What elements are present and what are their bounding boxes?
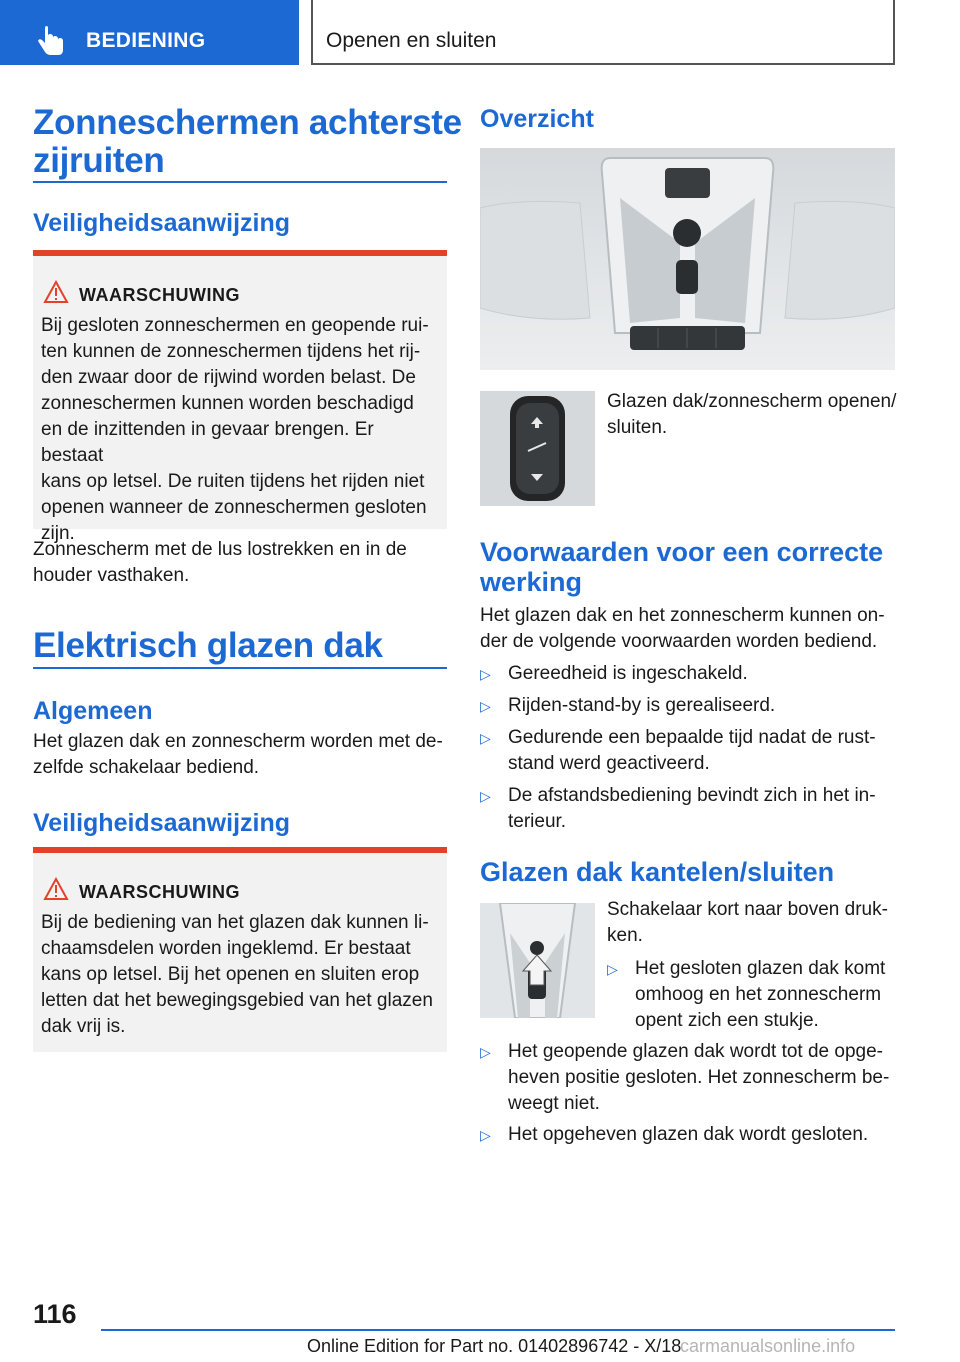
watermark: carmanualsonline.info	[680, 1336, 856, 1356]
section-label: BEDIENING	[86, 29, 206, 52]
chapter-title: Openen en sluiten	[326, 29, 497, 52]
requirements-heading: Voorwaarden voor een correcte werking	[480, 537, 884, 597]
sunblind-instruction: Zonnescherm met de lus lostrekken en in de houder vasthaken.	[33, 539, 407, 586]
safety-heading-2: Veiligheidsaanwijzing	[33, 809, 291, 837]
warning-text: Bij de bediening van het glazen dak kunnen li- chaamsdelen worden ingeklemd. Er bestaat kans op letsel. Bij het openen en sluiten erop letten dat het bewegingsgebied van het glazen dak vrij is.	[41, 912, 433, 1037]
warning-triangle-icon	[43, 877, 69, 901]
header-border-right	[893, 0, 895, 65]
bullet-triangle-icon: ▷	[607, 961, 618, 977]
switch-caption: Glazen dak/zonnescherm openen/ sluiten.	[607, 391, 897, 438]
warning-label: WAARSCHUWING	[79, 882, 240, 902]
roof-console-drawing	[480, 148, 895, 370]
section-title-glass-roof: Elektrisch glazen dak	[33, 626, 383, 665]
roof-switch-drawing	[480, 391, 595, 506]
warning-box-2	[33, 847, 447, 1052]
requirements-intro: Het glazen dak en het zonnescherm kunnen on- der de volgende voorwaarden worden bediend.	[480, 605, 885, 652]
page-number: 116	[33, 1299, 77, 1329]
edition-text: Online Edition for Part no. 01402896742 - X/18	[307, 1336, 682, 1356]
bullet-triangle-icon: ▷	[480, 1127, 491, 1143]
roof-switch-tilt-drawing	[480, 903, 595, 1018]
page-title-line-2: zijruiten	[33, 141, 165, 180]
safety-heading: Veiligheidsaanwijzing	[33, 209, 291, 237]
overview-heading: Overzicht	[480, 105, 594, 133]
footer-rule	[101, 1329, 895, 1331]
section-rule	[33, 667, 447, 669]
header-divider	[311, 0, 313, 65]
bullet-triangle-icon: ▷	[480, 1044, 491, 1060]
tilt-heading: Glazen dak kantelen/sluiten	[480, 857, 835, 887]
general-text: Het glazen dak en zonnescherm worden met de- zelfde schakelaar bediend.	[33, 731, 443, 778]
roof-switch-image	[480, 391, 595, 506]
bullet-triangle-icon: ▷	[480, 730, 491, 746]
hand-pointer-icon	[36, 26, 66, 56]
warning-text: Bij gesloten zonneschermen en geopende rui- ten kunnen de zonneschermen tijdens het rij- den zwaar door de rijwind worden belast. De zonneschermen kunnen worden beschadigd en de inzittenden in gevaar brengen. Er bestaat kans op letsel. De ruiten tijdens het rijden niet openen wanneer de zonneschermen gesloten zijn.	[41, 315, 429, 544]
warning-triangle-icon	[43, 280, 69, 304]
warning-label: WAARSCHUWING	[79, 285, 240, 305]
title-rule	[33, 181, 447, 183]
bullet-triangle-icon: ▷	[480, 666, 491, 682]
roof-switch-tilt-image	[480, 903, 595, 1018]
warning-box-1	[33, 250, 447, 544]
tilt-instruction: Schakelaar kort naar boven druk- ken.	[607, 899, 888, 946]
general-heading: Algemeen	[33, 697, 153, 725]
roof-console-image	[480, 148, 895, 370]
bullet-triangle-icon: ▷	[480, 698, 491, 714]
page-title-line-1: Zonneschermen achterste	[33, 103, 462, 142]
header-border-bottom	[311, 63, 895, 65]
bullet-triangle-icon: ▷	[480, 788, 491, 804]
